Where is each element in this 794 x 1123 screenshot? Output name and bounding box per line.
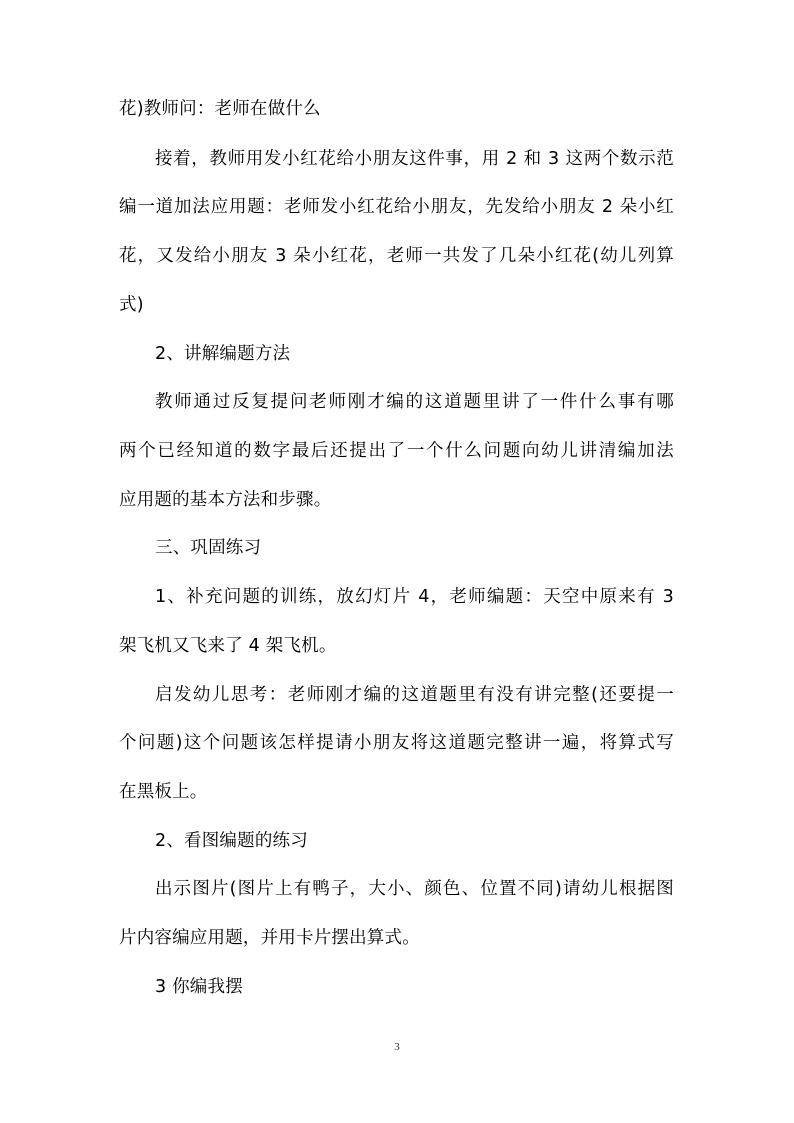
text-line: 花)教师问：老师在做什么 — [119, 99, 321, 119]
text-line: 教师通过反复提问老师刚才编的这道题里讲了一件什么事有哪 — [155, 392, 674, 412]
section-heading: 三、巩固练习 — [155, 538, 262, 558]
text-line: 花，又发给小朋友 3 朵小红花，老师一共发了几朵小红花(幼儿列算 — [119, 246, 674, 266]
text-line: 片内容编应用题，并用卡片摆出算式。 — [119, 928, 420, 948]
text-line: 个问题)这个问题该怎样提请小朋友将这道题完整讲一遍，将算式写 — [119, 733, 674, 753]
text-line: 架飞机又飞来了 4 架飞机。 — [119, 636, 337, 656]
text-line: 应用题的基本方法和步骤。 — [119, 490, 332, 510]
text-line: 1、补充问题的训练，放幻灯片 4，老师编题：天空中原来有 3 — [155, 587, 674, 607]
section-heading: 2、看图编题的练习 — [155, 831, 308, 851]
section-heading: 3 你编我摆 — [155, 977, 243, 997]
text-line: 启发幼儿思考：老师刚才编的这道题里有没有讲完整(还要提一 — [155, 685, 674, 705]
text-line: 式) — [119, 295, 144, 315]
section-heading: 2、讲解编题方法 — [155, 344, 291, 364]
text-line: 在黑板上。 — [119, 782, 208, 802]
text-line: 出示图片(图片上有鸭子，大小、颜色、位置不同)请幼儿根据图 — [155, 879, 674, 899]
page-number: 3 — [394, 1041, 400, 1053]
text-line: 接着，教师用发小红花给小朋友这件事，用 2 和 3 这两个数示范 — [155, 149, 674, 169]
text-line: 两个已经知道的数字最后还提出了一个什么问题向幼儿讲清编加法 — [119, 441, 674, 461]
text-line: 编一道加法应用题：老师发小红花给小朋友，先发给小朋友 2 朵小红 — [119, 197, 674, 217]
